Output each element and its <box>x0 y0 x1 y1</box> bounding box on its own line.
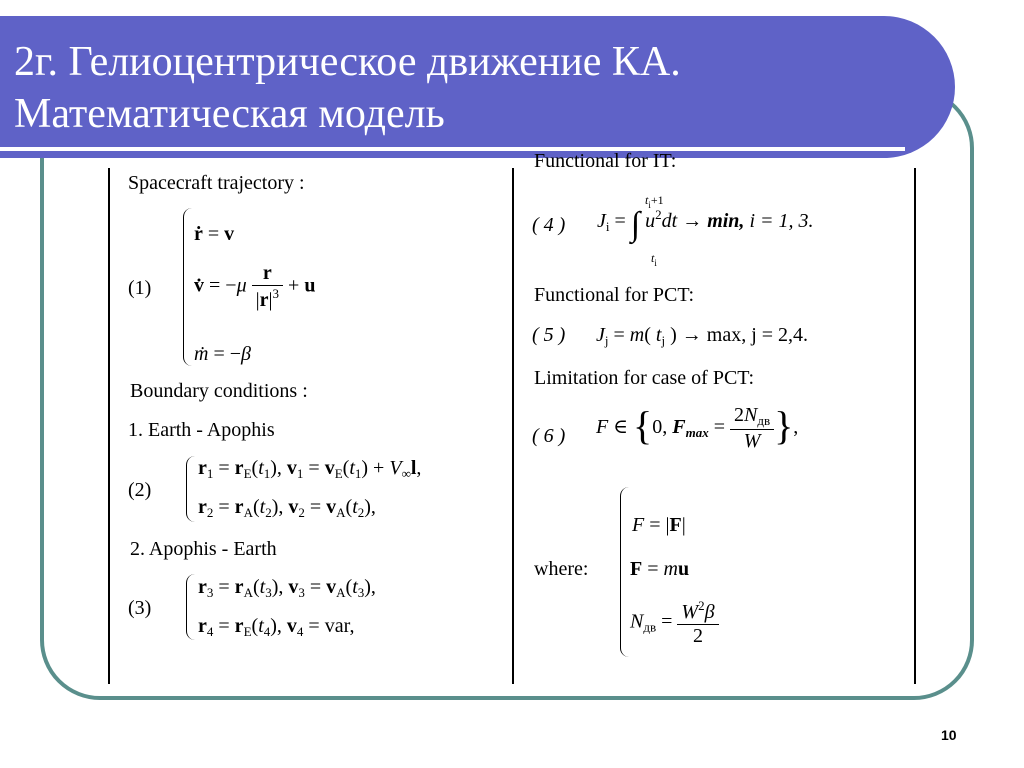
eq1-line-r: ṙ = v <box>194 223 235 245</box>
eq6-tag: ( 6 ) <box>532 425 566 447</box>
case2-label: 2. Apophis - Earth <box>130 538 277 560</box>
eq4-idx: i = 1, 3. <box>749 210 814 232</box>
eq4-integral: $J_i$ = ∫ $u^2dt \to \min$, i = 1, 3. <box>597 206 814 243</box>
where-line-1: F = |F| <box>632 514 686 536</box>
boundary-heading: Boundary conditions : <box>130 380 308 402</box>
case1-label: 1. Earth - Apophis <box>128 419 275 441</box>
eq5-tail: max, j = 2,4. <box>706 324 809 346</box>
eq1-line-m: ṁ = −β <box>194 343 251 365</box>
eq2-line-1: $r_1 = r_E(t_1)$, $v_1 = v_E(t_1) + V_\infty l$, <box>198 457 422 481</box>
title-underline <box>0 147 905 151</box>
eq3-tag: (3) <box>128 597 152 619</box>
eq5-tag: ( 5 ) <box>532 324 566 346</box>
eq3-var: var, <box>324 615 355 637</box>
eq3-brace <box>186 574 195 640</box>
eq4-min: min, <box>707 210 745 232</box>
functional-pct-heading: Functional for PCT: <box>534 284 695 306</box>
where-line-2: F = mu <box>630 558 690 580</box>
trajectory-heading: Spacecraft trajectory : <box>128 172 305 194</box>
eq5-formula: $J_j = m$( $t_j$ ) → max, j = 2,4. <box>596 324 809 348</box>
eq2-tag: (2) <box>128 479 152 501</box>
eq4-upper-limit: $t_i+1$ <box>645 193 664 210</box>
where-brace <box>620 487 629 657</box>
where-label: where: <box>534 558 589 580</box>
divider-right <box>914 168 916 684</box>
eq3-line-1: $r_3 = r_A(t_3)$, $v_3 = v_A(t_3)$, <box>198 576 376 600</box>
eq3-line-2: $r_4 = r_E(t_4)$, $v_4$ = var, <box>198 615 355 639</box>
title-line-1: 2г. Гелиоцентрическое движение КА. <box>14 39 681 85</box>
title-line-2: Математическая модель <box>14 91 445 137</box>
eq1-line-v: v̇ = −μ $\frac{r}{|r|^3}$ + u <box>194 262 316 311</box>
eq1-tag: (1) <box>128 277 152 299</box>
eq2-line-2: $r_2 = r_A(t_2)$, $v_2 = v_A(t_2)$, <box>198 496 376 520</box>
where-line-3: $N_{дв}$ = $\frac{W^2\beta}{2}$ <box>630 598 719 648</box>
title-bar <box>0 16 955 158</box>
eq4-lower-limit: $t_i$ <box>651 251 657 268</box>
page-number: 10 <box>941 727 957 743</box>
eq6-formula: F ∈ {0, $F_{max}$ = $\frac{2N_{дв}}{W}$ }, <box>596 403 799 452</box>
limitation-heading: Limitation for case of PCT: <box>534 367 755 389</box>
eq1-brace <box>183 208 192 366</box>
eq2-brace <box>186 456 195 522</box>
eq4-tag: ( 4 ) <box>532 214 566 236</box>
functional-it-heading: Functional for IT: <box>534 150 677 172</box>
divider-middle <box>512 168 514 684</box>
divider-left <box>108 168 110 684</box>
slide-title <box>14 36 681 140</box>
